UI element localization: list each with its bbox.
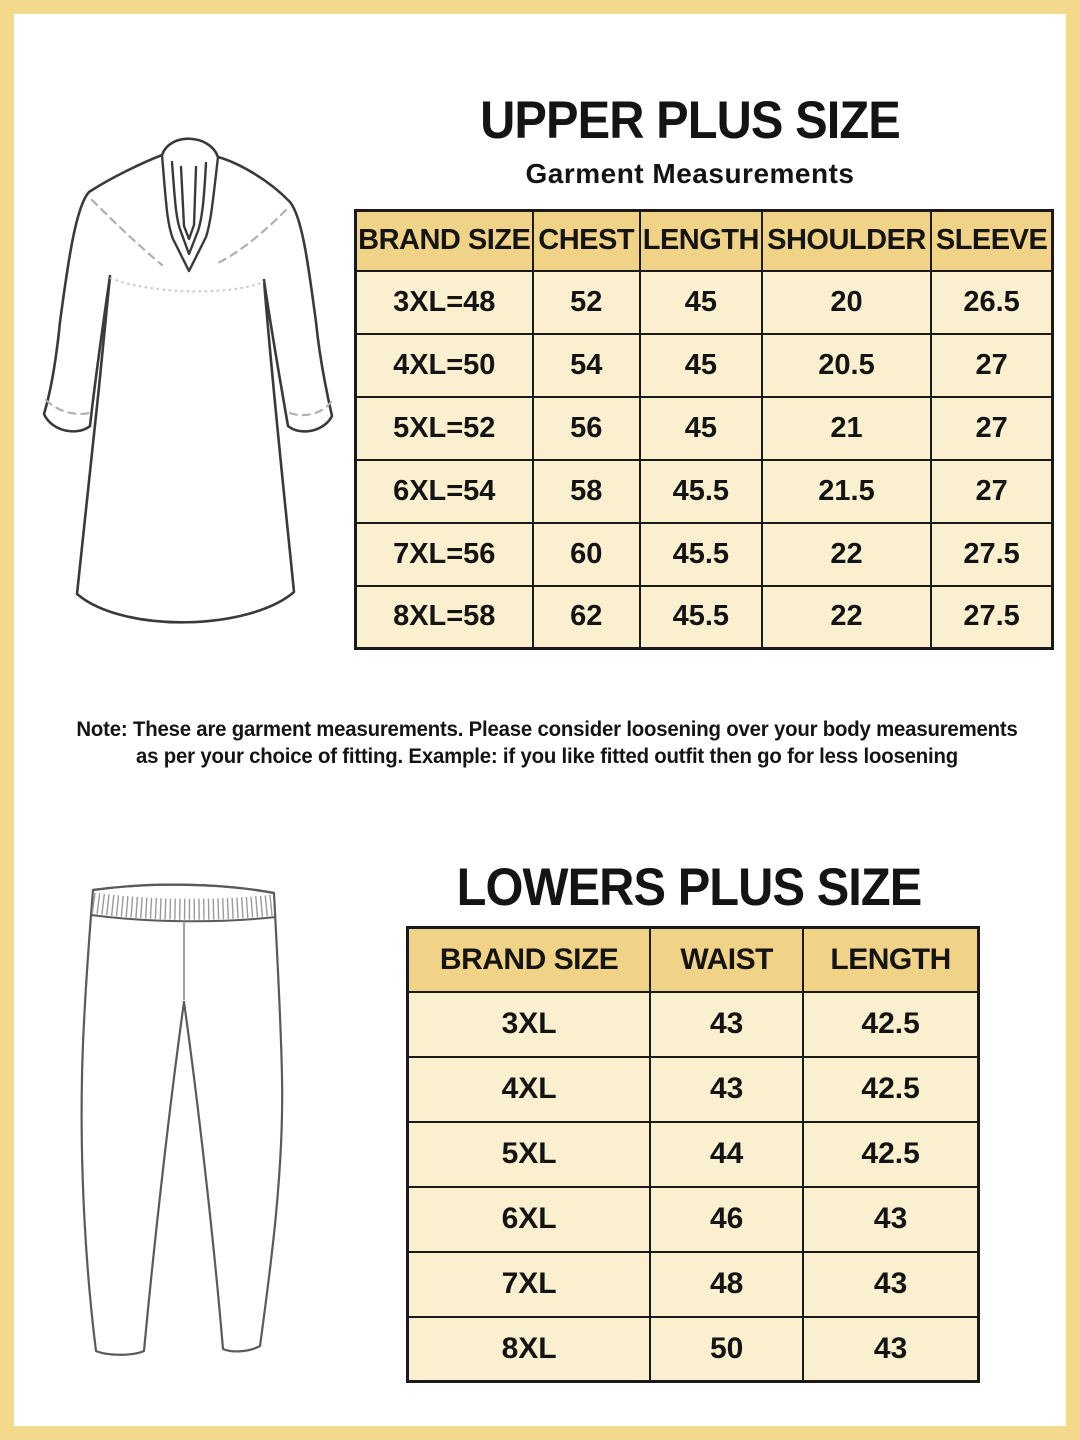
table-row <box>356 397 1053 460</box>
table-cell: 45.5 <box>640 586 762 649</box>
table-cell: 5XL=52 <box>356 397 533 460</box>
table-cell: 4XL=50 <box>356 334 533 397</box>
table-row <box>356 586 1053 649</box>
table-row <box>408 1187 979 1252</box>
table-row <box>408 1252 979 1317</box>
table-cell: 7XL=56 <box>356 523 533 586</box>
table-row <box>408 1057 979 1122</box>
table-cell: 60 <box>533 523 640 586</box>
table-cell: 27 <box>931 397 1052 460</box>
table-row <box>408 1317 979 1382</box>
table-cell: 45.5 <box>640 460 762 523</box>
header-chest: CHEST <box>533 211 640 271</box>
table-cell: 27 <box>931 460 1052 523</box>
table-cell: 6XL=54 <box>356 460 533 523</box>
table-cell: 21 <box>762 397 931 460</box>
table-cell: 50 <box>650 1317 803 1382</box>
table-cell: 8XL <box>408 1317 651 1382</box>
header-shoulder: SHOULDER <box>762 211 931 271</box>
table-cell: 43 <box>650 1057 803 1122</box>
table-cell: 21.5 <box>762 460 931 523</box>
table-cell: 45 <box>640 334 762 397</box>
table-cell: 6XL <box>408 1187 651 1252</box>
table-cell: 45.5 <box>640 523 762 586</box>
table-row <box>356 334 1053 397</box>
table-cell: 46 <box>650 1187 803 1252</box>
lower-size-table <box>406 926 980 1383</box>
table-cell: 20.5 <box>762 334 931 397</box>
header-sleeve: SLEEVE <box>931 211 1052 271</box>
table-cell: 45 <box>640 397 762 460</box>
header-brand-size: BRAND SIZE <box>408 928 651 992</box>
leggings-illustration <box>56 872 374 1430</box>
table-cell: 3XL <box>408 992 651 1057</box>
table-cell: 43 <box>803 1252 978 1317</box>
table-cell: 45 <box>640 271 762 334</box>
header-waist: WAIST <box>650 928 803 992</box>
measurement-note <box>43 716 1052 770</box>
table-row <box>408 1122 979 1187</box>
table-cell: 22 <box>762 586 931 649</box>
table-header-row <box>408 928 979 992</box>
table-cell: 27.5 <box>931 523 1052 586</box>
upper-size-table <box>354 209 1054 650</box>
table-cell: 8XL=58 <box>356 586 533 649</box>
table-cell: 3XL=48 <box>356 271 533 334</box>
table-cell: 43 <box>803 1317 978 1382</box>
table-cell: 54 <box>533 334 640 397</box>
table-cell: 48 <box>650 1252 803 1317</box>
note-line-2: as per your choice of fitting. Example: if you like fitted outfit then go for less loosening <box>136 745 958 768</box>
table-cell: 43 <box>650 992 803 1057</box>
table-cell: 42.5 <box>803 992 978 1057</box>
table-cell: 42.5 <box>803 1122 978 1187</box>
upper-section-title: UPPER PLUS SIZE <box>480 91 900 150</box>
table-cell: 43 <box>803 1187 978 1252</box>
table-cell: 4XL <box>408 1057 651 1122</box>
table-cell: 22 <box>762 523 931 586</box>
kurta-illustration <box>32 122 368 678</box>
table-cell: 42.5 <box>803 1057 978 1122</box>
table-header-row <box>356 211 1053 271</box>
table-cell: 52 <box>533 271 640 334</box>
lower-section-title: LOWERS PLUS SIZE <box>456 858 922 917</box>
table-cell: 27.5 <box>931 586 1052 649</box>
upper-section-subtitle: Garment Measurements <box>525 158 855 189</box>
table-row <box>408 992 979 1057</box>
table-row <box>356 460 1053 523</box>
table-row <box>356 523 1053 586</box>
header-brand-size: BRAND SIZE <box>356 211 533 271</box>
table-cell: 27 <box>931 334 1052 397</box>
header-length: LENGTH <box>803 928 978 992</box>
table-cell: 58 <box>533 460 640 523</box>
note-line-1: Note: These are garment measurements. Please consider loosening over your body measurements <box>76 718 1018 741</box>
table-cell: 7XL <box>408 1252 651 1317</box>
header-length: LENGTH <box>640 211 762 271</box>
table-cell: 5XL <box>408 1122 651 1187</box>
table-cell: 20 <box>762 271 931 334</box>
table-cell: 26.5 <box>931 271 1052 334</box>
table-row <box>356 271 1053 334</box>
table-cell: 62 <box>533 586 640 649</box>
table-cell: 44 <box>650 1122 803 1187</box>
table-cell: 56 <box>533 397 640 460</box>
